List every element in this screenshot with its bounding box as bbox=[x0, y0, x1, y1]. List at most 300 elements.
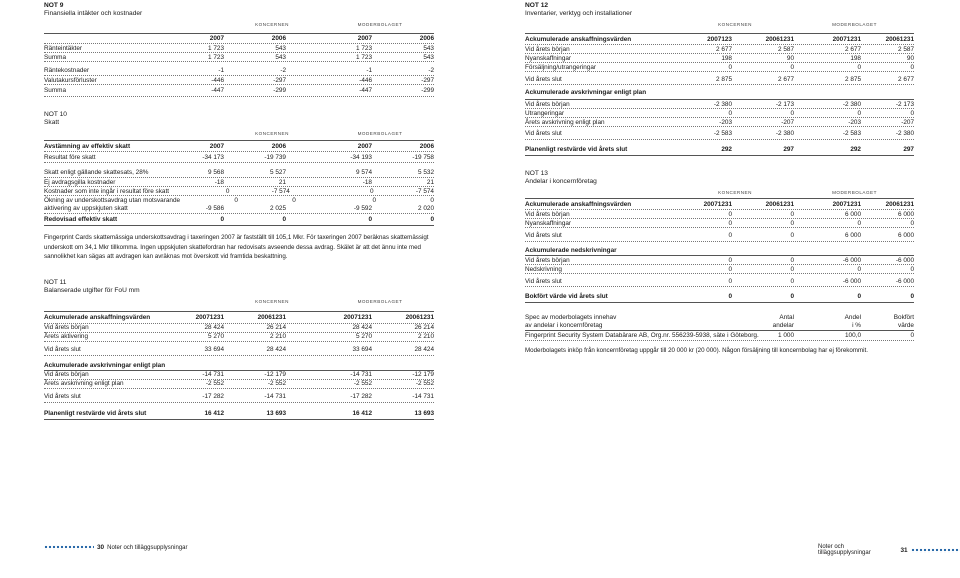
cell: 0 bbox=[857, 265, 861, 273]
cell: 0 bbox=[728, 109, 732, 117]
spec-col-line: andelar bbox=[772, 321, 794, 329]
cell: 2 587 bbox=[898, 45, 914, 53]
cell: 2 677 bbox=[716, 45, 732, 53]
row-label: Vid årets slut bbox=[525, 75, 562, 83]
table-row bbox=[44, 391, 434, 402]
cell: 0 bbox=[282, 216, 286, 223]
table-row bbox=[525, 108, 914, 117]
cell: -17 282 bbox=[350, 392, 372, 400]
cell: 20071231 bbox=[703, 200, 732, 208]
note10-group-header bbox=[44, 127, 434, 136]
cell: 0 bbox=[910, 293, 914, 300]
cell: 0 bbox=[910, 219, 914, 227]
cell: 0 bbox=[728, 256, 732, 264]
table-total-row bbox=[44, 408, 434, 419]
cell: -207 bbox=[901, 118, 914, 126]
row-label: Resultat före skatt bbox=[44, 153, 96, 161]
cell: 0 bbox=[728, 232, 732, 239]
table-row bbox=[44, 370, 434, 379]
cell: 0 bbox=[728, 277, 732, 285]
note11-title: Balanserade utgifter för FoU mm bbox=[44, 286, 140, 294]
row-label: Skatt enligt gällande skattesats, 28% bbox=[44, 169, 149, 176]
table-row bbox=[525, 255, 914, 264]
cell: 543 bbox=[423, 44, 434, 52]
note11-group-header bbox=[44, 295, 434, 304]
table-row bbox=[525, 128, 914, 139]
spec-header bbox=[525, 313, 914, 329]
table-row bbox=[525, 276, 914, 286]
cell: -2 bbox=[428, 67, 434, 74]
table-row bbox=[44, 204, 434, 213]
cell: 0 bbox=[910, 63, 914, 71]
cell: 2 875 bbox=[716, 75, 732, 83]
cell: 20061231 bbox=[765, 35, 794, 43]
row-label: Räntekostnader bbox=[44, 67, 90, 74]
cell: 543 bbox=[275, 44, 286, 52]
table-row bbox=[44, 66, 434, 75]
table-row bbox=[525, 99, 914, 108]
note12-group-header bbox=[525, 18, 914, 27]
spec-col-line: Bokfört bbox=[893, 314, 914, 321]
cell: 20071231 bbox=[195, 313, 224, 321]
cell: 0 bbox=[857, 293, 861, 300]
cell: 0 bbox=[790, 219, 794, 227]
table-row bbox=[44, 151, 434, 162]
cell: 2 210 bbox=[418, 333, 434, 340]
cell: -14 731 bbox=[264, 392, 286, 400]
cell: 292 bbox=[850, 145, 861, 153]
row-label: Vid årets slut bbox=[44, 392, 81, 400]
cell: 0 bbox=[910, 109, 914, 117]
cell: -1 bbox=[366, 67, 372, 74]
cell: 1 000 bbox=[778, 332, 794, 339]
cell: -19 739 bbox=[264, 153, 286, 161]
table-row bbox=[44, 168, 434, 177]
table-row bbox=[44, 43, 434, 52]
cell: -297 bbox=[421, 76, 434, 84]
cell: -6 000 bbox=[842, 277, 861, 285]
row-label: Nyanskaffningar bbox=[525, 54, 572, 62]
table-row bbox=[44, 186, 434, 195]
cell: 28 424 bbox=[204, 324, 224, 331]
cell: 28 424 bbox=[352, 324, 372, 331]
cell: -14 731 bbox=[350, 371, 372, 378]
cell: 0 bbox=[368, 216, 372, 223]
footer-text: Noter och tilläggsupplysningar bbox=[818, 544, 871, 556]
note11-header bbox=[44, 311, 434, 323]
footer-left bbox=[44, 544, 188, 551]
cell: 198 bbox=[721, 54, 732, 62]
row-label: Försäljning/utrangeringar bbox=[525, 63, 597, 71]
dot-pattern-icon bbox=[911, 548, 960, 553]
row-label: Vid årets början bbox=[525, 256, 570, 264]
cell: -1 bbox=[218, 67, 224, 74]
table-row bbox=[44, 379, 434, 388]
cell: 6 000 bbox=[898, 232, 914, 239]
table-row bbox=[44, 195, 434, 204]
cell: -2 380 bbox=[713, 100, 732, 108]
cell: 0 bbox=[225, 187, 230, 195]
table-row bbox=[44, 344, 434, 355]
row-label: Valutakursförluster bbox=[44, 76, 97, 84]
year-cell: 2007 bbox=[209, 142, 224, 150]
cell: 28 424 bbox=[266, 345, 286, 353]
year-cell: 2007 bbox=[209, 34, 224, 42]
note10-number: NOT 10 bbox=[44, 111, 67, 118]
row-label: Vid årets slut bbox=[44, 345, 81, 353]
cell: 0 bbox=[292, 196, 296, 204]
cell: 20071231 bbox=[832, 35, 861, 43]
cell: 6 000 bbox=[898, 210, 914, 218]
row-label: Vid årets slut bbox=[525, 232, 562, 239]
cell: -9 592 bbox=[353, 205, 372, 212]
group-koncernen: KONCERNEN bbox=[255, 298, 289, 304]
cell: 28 424 bbox=[414, 345, 434, 353]
row-label: Vid årets slut bbox=[525, 277, 562, 285]
table-row bbox=[525, 53, 914, 62]
spec-col-antal bbox=[732, 314, 794, 329]
table-row bbox=[44, 323, 434, 332]
cell: -18 bbox=[362, 178, 372, 186]
year-cell: 2006 bbox=[271, 34, 286, 42]
right-page bbox=[525, 0, 914, 356]
cell: -2 583 bbox=[842, 130, 861, 137]
cell: 90 bbox=[786, 54, 794, 62]
cell: -446 bbox=[359, 76, 372, 84]
cell: 2007123 bbox=[707, 35, 732, 43]
cell: -12 179 bbox=[264, 371, 286, 378]
row-label: Årets aktivering bbox=[44, 333, 89, 340]
cell: -447 bbox=[211, 87, 224, 94]
cell: 33 694 bbox=[204, 345, 224, 353]
table-row bbox=[525, 209, 914, 218]
row-label: Nedskrivning bbox=[525, 265, 562, 273]
cell: 21 bbox=[426, 178, 434, 186]
cell: -17 282 bbox=[202, 392, 224, 400]
cell: 0 bbox=[790, 109, 794, 117]
table-row bbox=[525, 44, 914, 53]
table-row bbox=[44, 85, 434, 96]
table-row bbox=[44, 75, 434, 84]
cell: -6 000 bbox=[895, 256, 914, 264]
note12-title: Inventarier, verktyg och installationer bbox=[525, 10, 633, 17]
note11-subheader bbox=[44, 361, 434, 370]
cell: -7 574 bbox=[271, 187, 290, 195]
cell: -34 173 bbox=[202, 153, 224, 161]
cell: -203 bbox=[719, 118, 732, 126]
cell: 20061231 bbox=[405, 313, 434, 321]
table-total-row bbox=[525, 291, 914, 302]
cell: -6 000 bbox=[895, 277, 914, 285]
cell: -207 bbox=[781, 118, 794, 126]
cell: -2 bbox=[280, 67, 286, 74]
cell: 5 532 bbox=[418, 169, 434, 176]
row-label: Årets avskrivning enligt plan bbox=[525, 118, 605, 126]
cell: 0 bbox=[430, 216, 434, 223]
note13-paragraph: Moderbolagets inköp från koncernföretag uppgår till 20 000 kr (20 000). Någon försäljning till koncernbolag har ej förekommit. bbox=[525, 347, 868, 354]
row-label: Ränteintäkter bbox=[44, 44, 83, 52]
cell: 5 270 bbox=[208, 333, 224, 340]
cell: -2 380 bbox=[775, 130, 794, 137]
row-label: Vid årets början bbox=[525, 45, 570, 53]
cell: -14 731 bbox=[412, 392, 434, 400]
table-row bbox=[525, 218, 914, 227]
table-row bbox=[525, 330, 914, 340]
cell: 1 723 bbox=[356, 44, 372, 52]
footer-right bbox=[818, 544, 960, 556]
group-koncernen: KONCERNEN bbox=[255, 22, 289, 27]
spec-label-line1: Spec av moderbolagets innehav bbox=[525, 314, 617, 321]
cell: 0 bbox=[370, 187, 374, 195]
spec-col-varde bbox=[861, 314, 914, 329]
page-number: 31 bbox=[900, 546, 908, 554]
table-row bbox=[44, 332, 434, 341]
row-label: Bokfört värde vid årets slut bbox=[525, 293, 608, 300]
cell: 0 bbox=[728, 210, 732, 218]
cell: -19 758 bbox=[412, 153, 434, 161]
cell: 0 bbox=[728, 265, 732, 273]
row-label: Vid årets slut bbox=[525, 130, 562, 137]
note10-title: Skatt bbox=[44, 119, 60, 126]
cell: -203 bbox=[848, 118, 861, 126]
footer-text: Noter och tilläggsupplysningar bbox=[107, 544, 188, 551]
cell: -447 bbox=[359, 87, 372, 94]
spec-label-line2: av andelar i koncernföretag bbox=[525, 321, 603, 329]
cell: 20061231 bbox=[765, 200, 794, 208]
cell: 100,0 bbox=[845, 332, 861, 339]
cell: -446 bbox=[211, 76, 224, 84]
cell: 16 412 bbox=[204, 409, 224, 417]
cell: 0 bbox=[728, 63, 732, 71]
page-number: 30 bbox=[97, 544, 105, 551]
row-label: Kostnader som inte ingår i resultat före skatt bbox=[44, 187, 170, 195]
row-label: Fingerprint Security System Databärare AB, Org.nr. 556239-5938, säte i Göteborg. bbox=[525, 332, 759, 339]
cell: 0 bbox=[910, 332, 914, 339]
cell: -2 552 bbox=[353, 380, 372, 387]
cell: 0 bbox=[790, 232, 794, 239]
cell: 0 bbox=[728, 293, 732, 300]
cell: -12 179 bbox=[412, 371, 434, 378]
note12-subheader bbox=[525, 88, 914, 97]
note11-number: NOT 11 bbox=[44, 278, 67, 286]
cell: -2 380 bbox=[842, 100, 861, 108]
cell: -299 bbox=[421, 87, 434, 94]
row-label: Summa bbox=[44, 53, 67, 61]
group-koncernen: KONCERNEN bbox=[718, 190, 752, 195]
cell: 6 000 bbox=[845, 210, 861, 218]
note12-number: NOT 12 bbox=[525, 2, 549, 9]
cell: 20061231 bbox=[885, 200, 914, 208]
cell: 1 723 bbox=[208, 53, 224, 61]
group-moderbolaget: MODERBOLAGET bbox=[832, 22, 877, 27]
cell: -2 552 bbox=[205, 380, 224, 387]
cell: 2 210 bbox=[270, 333, 286, 340]
cell: 20061231 bbox=[257, 313, 286, 321]
cell: 5 527 bbox=[270, 169, 286, 176]
cell: 0 bbox=[234, 196, 238, 204]
note9-year-header bbox=[44, 33, 434, 42]
cell: 0 bbox=[790, 293, 794, 300]
cell: -34 193 bbox=[350, 153, 372, 161]
table-total-row bbox=[525, 143, 914, 155]
table-row bbox=[525, 117, 914, 126]
cell: -297 bbox=[273, 76, 286, 84]
note9-title: Finansiella intäkter och kostnader bbox=[44, 10, 143, 17]
cell: -9 586 bbox=[205, 205, 224, 212]
note12-header bbox=[525, 33, 914, 44]
cell: -14 731 bbox=[202, 371, 224, 378]
cell: -2 173 bbox=[775, 100, 794, 108]
cell: -18 bbox=[214, 178, 224, 186]
cell: -2 552 bbox=[415, 380, 434, 387]
row-label: aktivering av uppskjuten skatt bbox=[44, 205, 128, 212]
table-row bbox=[525, 264, 914, 273]
row-label: Ej avdragsgilla kostnader bbox=[44, 178, 116, 186]
row-label: Ökning av underskottsavdrag utan motsvarande bbox=[44, 196, 181, 204]
cell: -6 000 bbox=[842, 256, 861, 264]
cell: 292 bbox=[721, 145, 732, 153]
group-moderbolaget: MODERBOLAGET bbox=[357, 22, 403, 27]
cell: 21 bbox=[278, 178, 286, 186]
group-moderbolaget: MODERBOLAGET bbox=[832, 190, 877, 195]
cell: 0 bbox=[857, 63, 861, 71]
cell: 1 723 bbox=[356, 53, 372, 61]
row-label: Ackumulerade avskrivningar enligt plan bbox=[525, 89, 647, 96]
row-label: Utrangeringar bbox=[525, 109, 565, 117]
cell: 0 bbox=[790, 210, 794, 218]
cell: 0 bbox=[790, 277, 794, 285]
table-total-row bbox=[44, 213, 434, 225]
spec-label bbox=[525, 314, 732, 329]
row-label: Avstämning av effektiv skatt bbox=[44, 142, 131, 150]
cell: 297 bbox=[903, 145, 914, 153]
cell: -7 574 bbox=[415, 187, 434, 195]
cell: 2 677 bbox=[845, 45, 861, 53]
group-koncernen: KONCERNEN bbox=[255, 131, 289, 136]
year-cell: 2006 bbox=[419, 142, 434, 150]
cell: 9 574 bbox=[356, 169, 372, 176]
note13-subheader bbox=[525, 246, 914, 255]
spec-col-line: i % bbox=[852, 321, 861, 329]
group-moderbolaget: MODERBOLAGET bbox=[357, 131, 403, 136]
row-label: Summa bbox=[44, 87, 67, 94]
cell: 90 bbox=[906, 54, 914, 62]
cell: 20071231 bbox=[343, 313, 372, 321]
cell: 9 568 bbox=[208, 169, 224, 176]
row-label: Vid årets början bbox=[525, 210, 570, 218]
year-cell: 2007 bbox=[357, 34, 372, 42]
note9-group-header bbox=[44, 18, 434, 27]
table-row bbox=[44, 52, 434, 61]
cell: 26 214 bbox=[266, 324, 286, 331]
spec-col-line: Andel bbox=[844, 314, 861, 321]
cell: 0 bbox=[857, 109, 861, 117]
spec-col-andel bbox=[794, 314, 861, 329]
cell: 2 020 bbox=[418, 205, 434, 212]
cell: 2 587 bbox=[778, 45, 794, 53]
cell: 20071231 bbox=[832, 200, 861, 208]
spec-col-line: Antal bbox=[779, 314, 794, 321]
cell: 1 723 bbox=[208, 44, 224, 52]
table-row bbox=[44, 177, 434, 186]
cell: 0 bbox=[857, 219, 861, 227]
row-label: Vid årets början bbox=[44, 324, 89, 331]
cell: 2 677 bbox=[778, 75, 794, 83]
year-cell: 2006 bbox=[271, 142, 286, 150]
cell: -299 bbox=[273, 87, 286, 94]
cell: 2 677 bbox=[898, 75, 914, 83]
cell: 0 bbox=[790, 265, 794, 273]
cell: -2 173 bbox=[895, 100, 914, 108]
note13-header bbox=[525, 198, 914, 209]
cell: 0 bbox=[910, 265, 914, 273]
cell: 543 bbox=[275, 53, 286, 61]
cell: 2 025 bbox=[270, 205, 286, 212]
cell: -2 583 bbox=[713, 130, 732, 137]
cell: 2 875 bbox=[845, 75, 861, 83]
cell: 198 bbox=[850, 54, 861, 62]
row-label: Ackumulerade anskaffningsvärden bbox=[525, 200, 632, 208]
note9-number: NOT 9 bbox=[44, 2, 64, 9]
cell: 0 bbox=[220, 216, 224, 223]
cell: 20061231 bbox=[885, 35, 914, 43]
group-moderbolaget: MODERBOLAGET bbox=[357, 298, 403, 304]
year-cell: 2006 bbox=[419, 34, 434, 42]
cell: 26 214 bbox=[414, 324, 434, 331]
cell: 33 694 bbox=[352, 345, 372, 353]
note13-group-header bbox=[525, 186, 914, 195]
row-label: Ackumulerade nedskrivningar bbox=[525, 247, 617, 254]
table-row bbox=[525, 62, 914, 71]
table-row bbox=[525, 230, 914, 241]
cell: -2 380 bbox=[895, 130, 914, 137]
row-label: Nyanskaffningar bbox=[525, 219, 572, 227]
row-label: Redovisad effektiv skatt bbox=[44, 216, 118, 223]
cell: 297 bbox=[783, 145, 794, 153]
row-label: Ackumulerade anskaffningsvärden bbox=[525, 35, 632, 43]
note13-title: Andelar i koncernföretag bbox=[525, 178, 597, 185]
group-koncernen: KONCERNEN bbox=[718, 22, 752, 27]
cell: -2 552 bbox=[267, 380, 286, 387]
left-page bbox=[44, 0, 434, 420]
note10-paragraph: Fingerprint Cards skattemässiga underskottsavdrag i taxeringen 2007 är fastställt till 105,1 Mkr. För taxeringen 2007 beräknas skattemässigt underskott om 34,1 Mkr tillkomma. Ingen uppskjuten skattefordran har redovisats avseende dessa avdrag. Skälet är att det ännu inte med sannolikhet kan sägas att avdragen kan avräknas mot överskott vid framtida beskattning. bbox=[44, 234, 429, 260]
cell: 13 693 bbox=[266, 409, 286, 417]
row-label: Vid årets början bbox=[44, 371, 89, 378]
note13-number: NOT 13 bbox=[525, 170, 548, 177]
dot-pattern-icon bbox=[44, 545, 94, 550]
table-row bbox=[525, 74, 914, 84]
row-label: Ackumulerade anskaffningsvärden bbox=[44, 313, 151, 321]
cell: 0 bbox=[790, 63, 794, 71]
row-label: Planenligt restvärde vid årets slut bbox=[525, 145, 628, 153]
cell: 13 693 bbox=[414, 409, 434, 417]
cell: 0 bbox=[790, 256, 794, 264]
note10-header bbox=[44, 140, 434, 151]
cell: 0 bbox=[372, 196, 377, 204]
spec-col-line: värde bbox=[898, 321, 914, 329]
row-label: Årets avskrivning enligt plan bbox=[44, 380, 124, 387]
cell: 16 412 bbox=[352, 409, 372, 417]
cell: 543 bbox=[423, 53, 434, 61]
cell: 6 000 bbox=[845, 232, 861, 239]
cell: 0 bbox=[430, 196, 434, 204]
year-cell: 2007 bbox=[357, 142, 372, 150]
row-label: Vid årets början bbox=[525, 100, 570, 108]
cell: 5 270 bbox=[356, 333, 372, 340]
cell: 0 bbox=[728, 219, 732, 227]
row-label: Ackumulerade avskrivningar enligt plan bbox=[44, 361, 166, 369]
row-label: Planenligt restvärde vid årets slut bbox=[44, 409, 147, 417]
